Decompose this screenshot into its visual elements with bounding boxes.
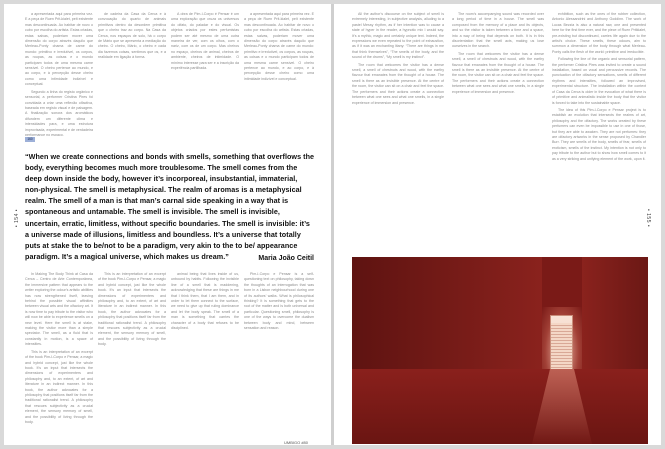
paragraph: A obra de Pim-I-Corpo é Pensar é um uma exploração que cruza os universos do olfato, do paladar e do visual. Os objetos criados por estes perfumistas podem ser até mesmo de uma outra maneira de ver, com os olhos, com o nariz, com os de um corpo. Mas cheiros no espaço, cheiros de animal, cheiros de ambiente, cheiros de intimidade. O mínimo interesse para ser e a inscrição da experiência partilhada. [171,12,239,71]
paragraph: The idea of this Pim-I-Corpo e Pensar project is to establish an evolution that intersects the realms of art, philosophy and the olfactory. The works created by these perfumers can even be impossible to use in one of those, but they are able to awaken. They are not perfumes: they are olfactory artworks in the sense proposed by Chandler Burr. They are smells of the body, smells of fear, smells of eroticism, smells of the instinct. My intention is not only to pay tribute to the author but to show how smell comes to it as a very striking and unifying element of the work, upon it. [552,107,646,161]
page-number-right: • 155 • [645,209,651,228]
red-room-photo [352,257,648,444]
paragraph: The room that welcomes the visitor has a dense smell, a smell of chestnuts and wood, with the earthy flavour that emanates from the thought of a house. The smell is there as an invisible presence. At the centre of the room, the visitor can sit on a chair and feel the space. The performers and their actions create a connection between what one sees and what one smells, in a single experience of immersion and presence. [452,51,544,94]
paragraph: Segundo a linha do registo orgânico e sensorial, a performer Cristina Pires foi convidada a criar uma reflexão olfactiva, baseada em registo visual e de paisagem. A finalização sonora dos aromáticos difundem um diferente clima e intensidades para, e uma estrutura improvisada, experimental e de verdadeira performance no espaço. [25,89,93,136]
text-column [244,272,314,437]
paragraph: All the author’s discourse on the subject of smell is extremely interesting, in subjective analysis, alluding to a pastel Messy rhythm, as if her intention was to cause a state of hyper in the reader, a hypnotic mix I would say. It’s a mythic, magic and certainly unique text. Indeed, the expressions we even repeated to the point of exhaustion, as if it was an enchanting litany: “There are things in me that think themselves”, “The smells of the body, and the sound of the drums”, “My smell is my instinct”. [352,12,444,60]
paragraph: a apresentada aqui para primeira vez. E a peça de Ruen Prit-kialet, pelt existente mas descontinuada. Ao habitar de novo o cubo por escolha do artista. Estas criadas, estas salvas, poderiam mover uma dimensão do corpo através daquilo que Merleau-Ponty chama de carne do mundo: primitivo e irredutível, os corpos, as roupas, as coisas e o mundo participam todos de uma mesma carne sensível. O cheiro pertence ao mundo, e ao corpo, e à percepção desse cheiro como uma intimidade indizível e conceptual. [25,12,93,87]
paragraph: This is an interpretation of an excerpt of the book Pim-I-Corpo e Pensar, a magic and hybrid concept, just like the whole book. It’s an input that intersects the dimensions of experimenters and philosophy and, to an extent, of art and literature in an indirect manner. In this book, the author advocates for a philosophy that positions itself far from the traditional rationalist trend. A philosophy that rescues subjectivity as a crucial element, the sensory memory of smell, and the possibility of living through the body. [98,272,166,347]
text-column [452,12,544,250]
paragraph: In Making The Body Think at Casa da Cerca – Centro de Arte Contemporânea, the immersive pattern that appears to the writer exploring the odour’s artistic abilities has now strengthened itself, leaving behind the possible visual affinities between visual arts and the olfactory art. It is now time to pay tribute to the visitor who will now be able to experience smells on a new level. Here the smell is at stake, making the visitor more than a simple spectator. The smell, as a fluid that is constantly in motion, is a space of intensities. [25,272,93,347]
paragraph: exhibition, such as the ones of the rubber collection, Antonio Alessandrini and Anthony Goddinn. The work of Lucas Bezzia is also a natural raw, one and presented here for the first time ever, and the piece of Ruen Pritkialet, pre-existing but discontinued, carries life again due to the artist’s choice. These smells, these odours, aim to summon a dimension of the body through what Merleau-Ponty calls the flesh of the world: primitive and irreducible. [552,12,646,54]
text-column [25,272,93,437]
text-column [25,12,93,136]
quote-author: Maria João Ceitil [258,255,314,262]
right-page [334,4,661,445]
paragraph: The room that welcomes the visitor has a dense smell, a smell of chestnuts and wood, with the earthy flavour that emanates from the thought of a house. The smell is there as an invisible presence. At the centre of the room, the visitor can sit on a chair and feel the space. The performers and their actions create a connection between what one sees and what one smells, in a single experience of immersion and presence. [352,62,444,105]
paragraph: The room’s accompanying sound was recorded over a long period of time in a house. The smell was composed from the memory of a place and its objects, and so the visitor is taken between a time and a space, into a way of being that depends on both. It is in this disorientation that the smell acts, making us lose ourselves in the search. [452,12,544,49]
paragraph: Pim-I-Corpo e Pensar is a self-questioning text on philosophy, taking down the thoughts of an interrogation that was born in a Lisbon neighbourhood during one of its authors’ walks. What is philosophical thinking? It is something that gets to the root of the matter and is both universal and particular. Questioning smell, philosophy is one of the ways to overcome the dualism between body and mind, between sensation and reason. [244,272,314,331]
footer-issue: UMBIGO #80 [284,440,309,445]
text-column [98,272,166,437]
text-column [98,12,166,136]
text-column [244,12,314,136]
paragraph: Following the line of the organic and sensorial pattern, the performer Cristina Pires was invited to create a sound installation, based on vocal and percussive records. The punctuation of the olfactory sensations, smells of different rhythms and intensities, followed an improvised, experimental structure. The installation within the context of Casa da Cerca is older in the evocation of what there is of primitive and animalistic inside the body that the visitor is forced to take into the sustainable space. [552,57,646,105]
section-tag: 160 [25,137,35,142]
stairs [551,323,572,369]
page-number-left: • 154 • [14,209,20,228]
pull-quote: “When we create connections and bonds with smells, something that overflows the body, everything becomes much more troublesome. The smell comes from the deep down inside the body, however it’s incorporeal, insubstantial, immaterial, non-physical. The smell is metaphysical. The realm of aromas is a metaphysical realm. The smell of a man is that man’s carnal side speaking in a way that is spontaneous and untamable. The smell is invisible. The smell is invisible, uncertain, erratic, limitless, without specific boundaries. The smell is invisible: it’s a universe made of illusions, limitless and boundless. It’s a universe that totally puts at stake the to be/not to be a paradigm, very akin to the to be/ appearance paradigm. It’s a magical universe, which makes us dream.” [25,152,315,261]
paragraph: de cadeira da Casa da Cerca e à convocação do quarto de animais primitivos dentro da desordem primitiva que o cheiro traz ao corpo. Na Casa da Cerca, nos espaços de solo, há o corpo de Mário que se apresenta a mediação do cheiro. O cheiro, Mário, o cheiro e cada dia fazemos coisas, sentimos que os, e a realidade em ligação à forma. [98,12,166,60]
paragraph: a apresentada aqui para primeira vez. E a peça de Ruen Prit-kialet, pelt existente mas descontinuada. Ao habitar de novo o cubo por escolha do artista. Estas criadas, estas salvas, poderiam mover uma dimensão do corpo através daquilo que Merleau-Ponty chama de carne do mundo: primitivo e irredutível, os corpos, as roupas, as coisas e o mundo participam todos de uma mesma carne sensível. O cheiro pertence ao mundo, e ao corpo, e à percepção desse cheiro como uma intimidade indizível e conceptual. [244,12,314,81]
text-column [171,272,239,437]
text-column [552,12,646,250]
left-page [4,4,331,445]
text-column [171,12,239,136]
paragraph: This is an interpretation of an excerpt of the book Pim-I-Corpo e Pensar, a magic and hybrid concept, just like the whole book. It’s an input that intersects the dimensions of experimenters and philosophy and, to an extent, of art and literature in an indirect manner. In this book, the author advocates for a philosophy that positions itself far from the traditional rationalist trend. A philosophy that rescues subjectivity as a crucial element, the sensory memory of smell, and the possibility of living through the body. [25,349,93,424]
text-column [352,12,444,250]
paragraph: animal being that lives inside of us, unbound by habits. Following the invisible line of a smell that is maddening, acknowledging that these are things in me that I think them, that I am them, and in order to let them connect to the surface, we need to give up that ruling dominance and let the body speak. The smell of a man is something that carries the character of a body that refuses to be disciplined. [171,272,239,331]
